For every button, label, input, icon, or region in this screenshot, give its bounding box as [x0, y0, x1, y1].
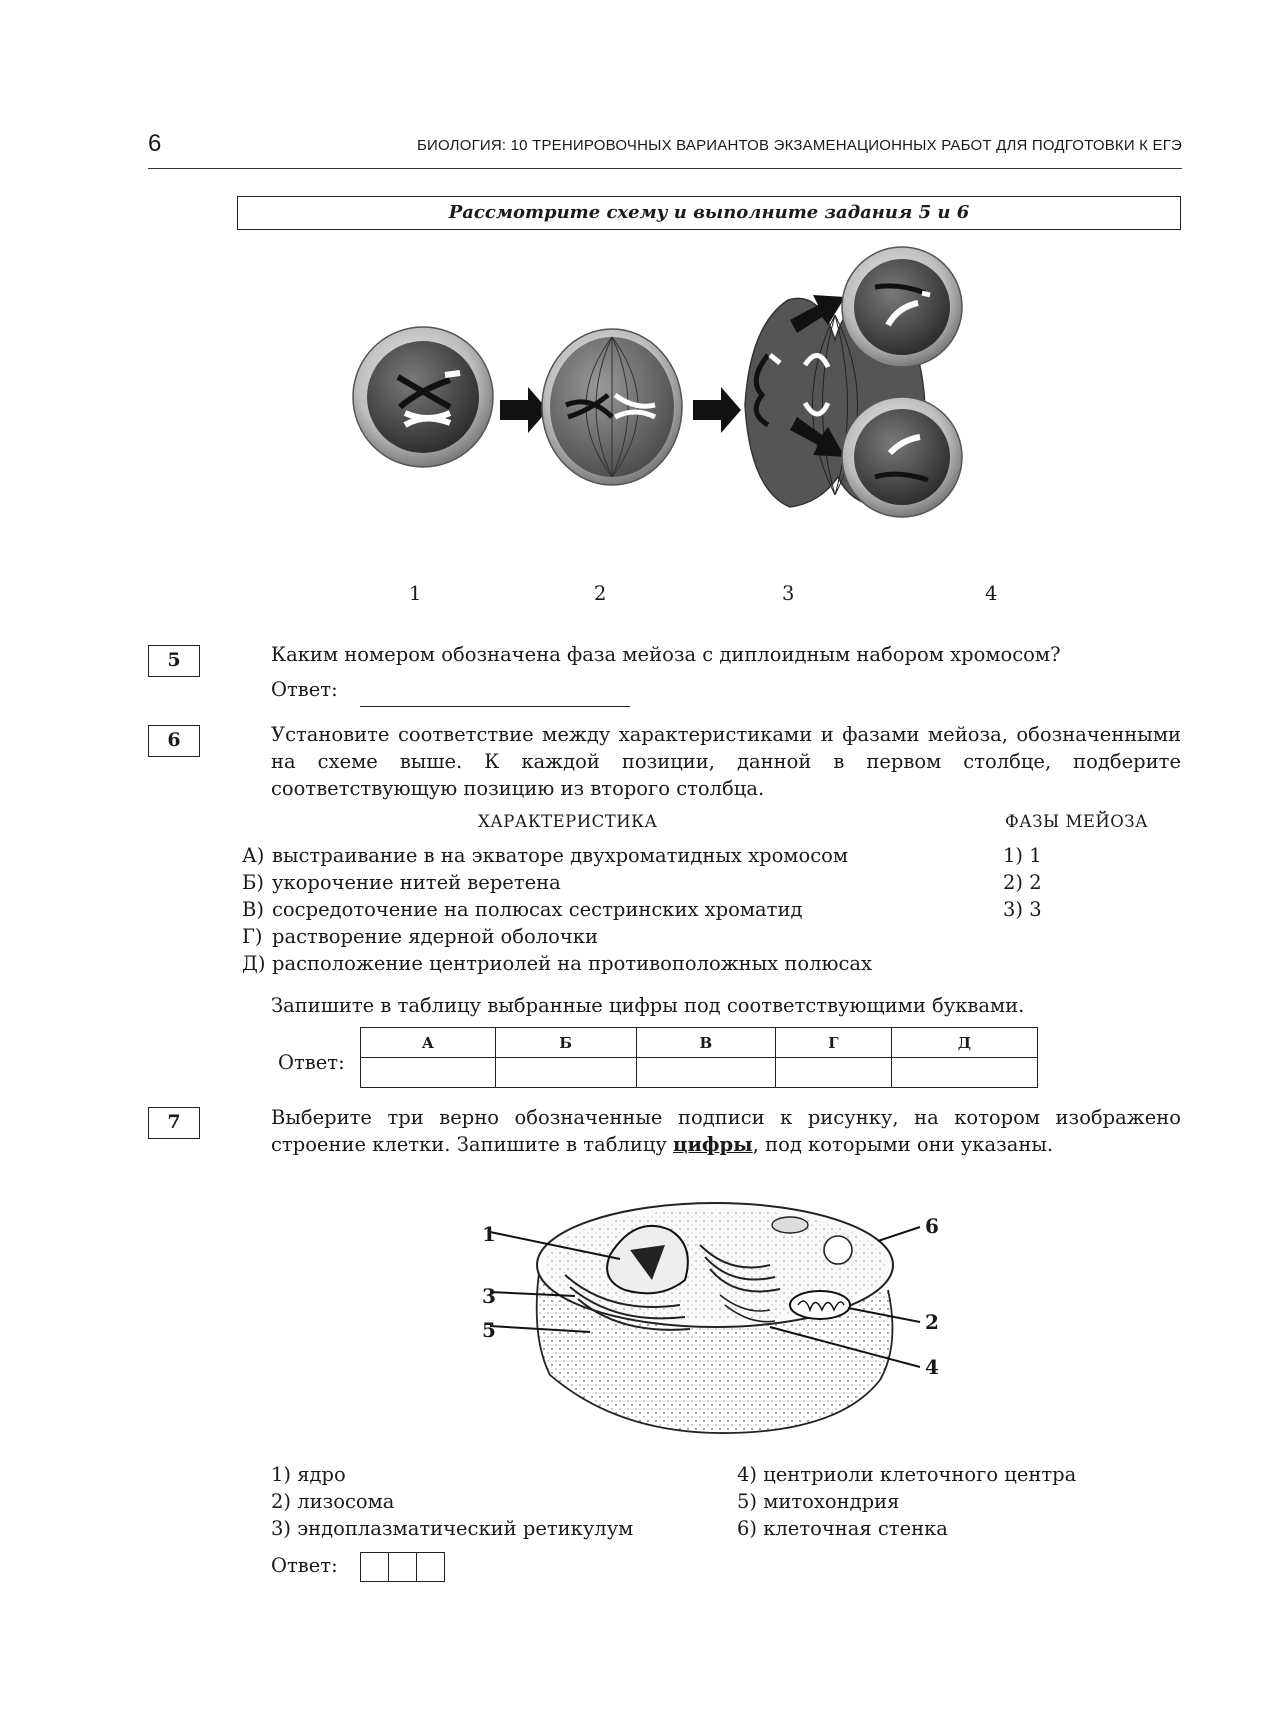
characteristics-list — [242, 842, 972, 977]
characteristic-g: Г) растворение ядерной оболочки — [242, 925, 598, 948]
option-6: 6) клеточная стенка — [737, 1517, 948, 1540]
book-title: БИОЛОГИЯ: 10 ТРЕНИРОВОЧНЫХ ВАРИАНТОВ ЭКЗАМЕНАЦИОННЫХ РАБОТ ДЛЯ ПОДГОТОВКИ К ЕГЭ — [416, 137, 1182, 154]
task-6-answer-label: Ответ: — [278, 1051, 345, 1074]
cell-stage-4-top — [842, 247, 962, 367]
task-7-answer-boxes — [360, 1552, 445, 1582]
cell-stage-1 — [353, 327, 493, 467]
task-6-answer-table — [360, 1027, 1038, 1088]
task-5-answer-label: Ответ: — [271, 678, 338, 701]
col1-header: ХАРАКТЕРИСТИКА — [478, 812, 658, 831]
header-divider — [148, 168, 1182, 169]
figure-label-6: 6 — [925, 1214, 939, 1238]
option-3: 3) эндоплазматический ретикулум — [271, 1517, 634, 1540]
characteristic-a: А) выстраивание в на экваторе двухроматидных хромосом — [242, 844, 849, 867]
task-7-question: Выберите три верно обозначенные подписи к рисунку, на котором изображено строение клетки. Запишите в таблицу цифры, под которыми они указаны. — [271, 1106, 1181, 1156]
phase-3: 3) 3 — [1003, 898, 1042, 921]
table-header-g: Г — [776, 1028, 892, 1058]
option-4: 4) центриоли клеточного центра — [737, 1463, 1077, 1486]
phase-2: 2) 2 — [1003, 871, 1042, 894]
answer-cell-a[interactable] — [361, 1058, 496, 1088]
characteristic-v: В) сосредоточение на полюсах сестринских хроматид — [242, 898, 803, 921]
emphasis-digits: цифры — [673, 1133, 753, 1156]
figure-label-5: 5 — [482, 1318, 496, 1342]
answer-cell-v[interactable] — [636, 1058, 775, 1088]
answer-box-3[interactable] — [417, 1553, 445, 1582]
task-6-table-instruction: Запишите в таблицу выбранные цифры под соответствующими буквами. — [271, 994, 1025, 1017]
page-number: 6 — [148, 130, 162, 157]
figure-label-2: 2 — [925, 1310, 939, 1334]
figure-label-4: 4 — [925, 1355, 939, 1379]
scheme-label-3: 3 — [782, 582, 795, 605]
option-5: 5) митохондрия — [737, 1490, 900, 1513]
task-7-options-right — [737, 1461, 1076, 1542]
task-7-options-left — [271, 1461, 633, 1542]
arrow-2-3 — [693, 387, 741, 433]
figure-label-3: 3 — [482, 1284, 496, 1308]
task-5-answer-line[interactable] — [360, 705, 630, 707]
option-2: 2) лизосома — [271, 1490, 395, 1513]
scheme-label-1: 1 — [409, 582, 422, 605]
answer-cell-b[interactable] — [495, 1058, 636, 1088]
answer-box-1[interactable] — [361, 1553, 389, 1582]
table-header-b: Б — [495, 1028, 636, 1058]
answer-cell-g[interactable] — [776, 1058, 892, 1088]
cell-structure-figure — [470, 1195, 950, 1440]
pointer-6 — [878, 1227, 920, 1241]
task-6-question: Установите соответствие между характеристиками и фазами мейоза, обозначенными на схеме выше. К каждой позиции, данной в первом столбце, подберите соответствующую позицию из второго столбца. — [271, 723, 1181, 800]
cell-stage-4-bottom — [842, 397, 962, 517]
scheme-label-4: 4 — [985, 582, 998, 605]
figure-label-1: 1 — [482, 1222, 496, 1246]
phase-1: 1) 1 — [1003, 844, 1042, 867]
task-7-answer-label: Ответ: — [271, 1554, 338, 1577]
col2-header: ФАЗЫ МЕЙОЗА — [1005, 812, 1149, 831]
answer-box-2[interactable] — [389, 1553, 417, 1582]
instruction-box: Рассмотрите схему и выполните задания 5 и 6 — [237, 196, 1181, 230]
table-header-v: В — [636, 1028, 775, 1058]
table-header-d: Д — [891, 1028, 1037, 1058]
cell-stage-2 — [542, 329, 682, 485]
answer-cell-d[interactable] — [891, 1058, 1037, 1088]
table-header-a: А — [361, 1028, 496, 1058]
meiosis-scheme — [350, 245, 1070, 615]
characteristic-b: Б) укорочение нитей веретена — [242, 871, 561, 894]
characteristic-d: Д) расположение центриолей на противоположных полюсах — [242, 952, 873, 975]
option-1: 1) ядро — [271, 1463, 346, 1486]
task-5-number: 5 — [148, 645, 200, 677]
task-7-number: 7 — [148, 1107, 200, 1139]
phases-list — [1003, 842, 1042, 923]
arrow-1-2 — [500, 387, 548, 433]
task-6-number: 6 — [148, 725, 200, 757]
scheme-label-2: 2 — [594, 582, 607, 605]
task-5-question: Каким номером обозначена фаза мейоза с диплоидным набором хромосом? — [271, 643, 1061, 666]
